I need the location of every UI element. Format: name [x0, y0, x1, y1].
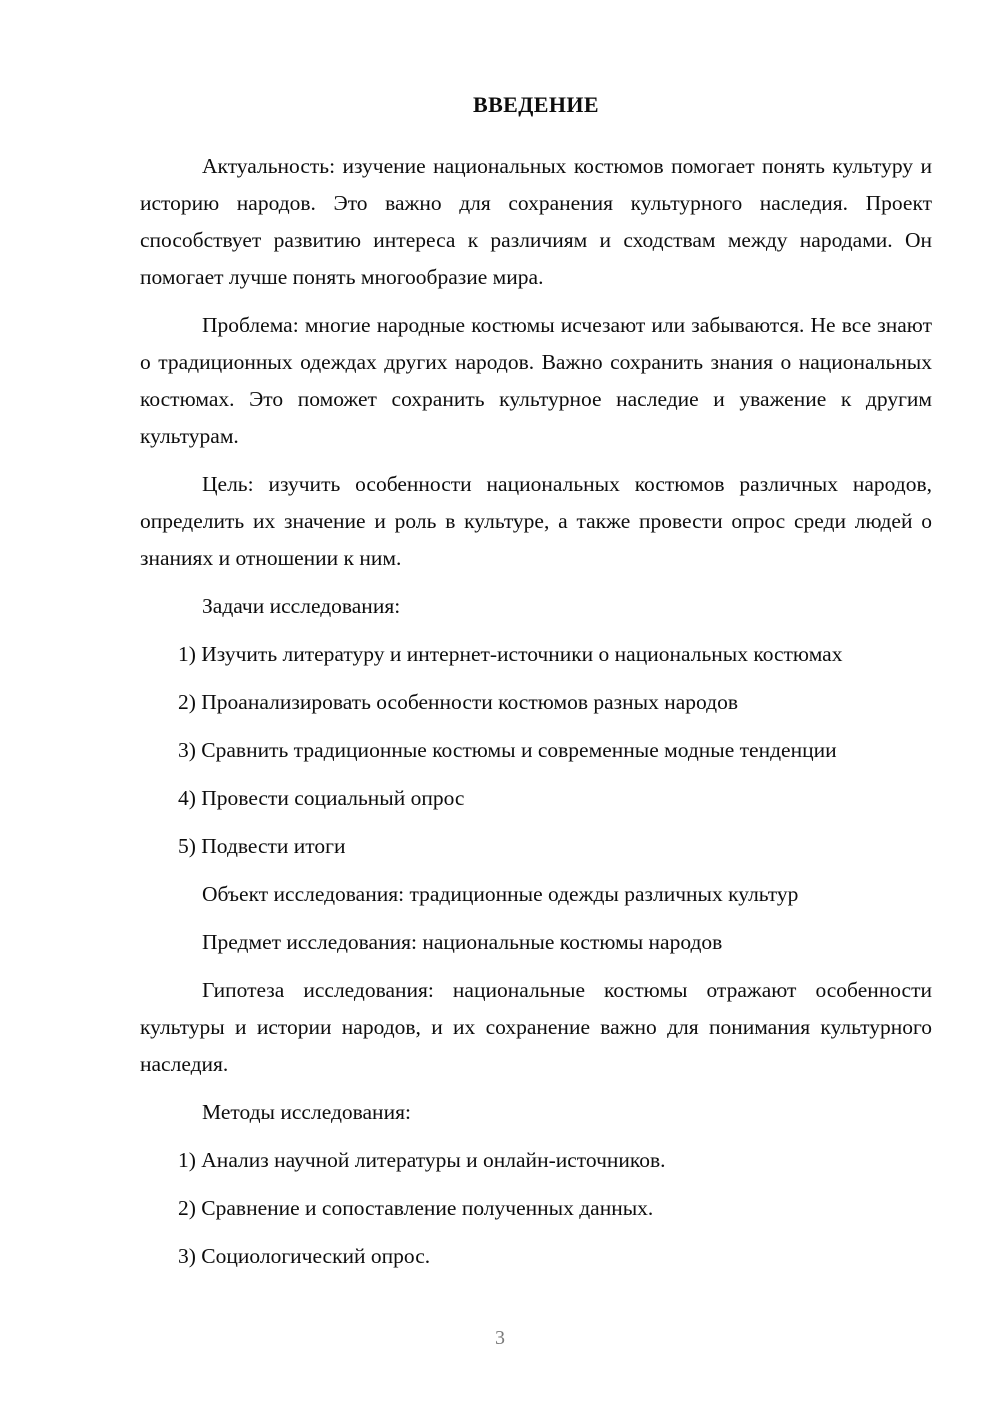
paragraph-hypothesis: Гипотеза исследования: национальные костюмы отражают особенности культуры и истории народов, и их сохранение важно для понимания культурного наследия.: [140, 978, 932, 1077]
methods-heading: Методы исследования:: [202, 1100, 411, 1125]
page-number: 3: [495, 1327, 505, 1349]
paragraph-relevance: Актуальность: изучение национальных костюмов помогает понять культуру и историю народов. Это важно для сохранения культурного наследия. Проект способствует развитию интереса к различиям и сходствам между народами. Он помогает лучше понять многообразие мира.: [140, 154, 932, 290]
method-list-item: 2) Сравнение и сопоставление полученных данных.: [178, 1196, 654, 1221]
tasks-heading: Задачи исследования:: [202, 594, 401, 619]
task-list-item: 2) Проанализировать особенности костюмов разных народов: [178, 690, 739, 715]
task-list-item: 4) Провести социальный опрос: [178, 786, 465, 811]
task-list-item: 5) Подвести итоги: [178, 834, 346, 859]
paragraph-goal: Цель: изучить особенности национальных костюмов различных народов, определить их значение и роль в культуре, а также провести опрос среди людей о знаниях и отношении к ним.: [140, 472, 932, 571]
page-title: ВВЕДЕНИЕ: [473, 92, 599, 117]
paragraph-problem: Проблема: многие народные костюмы исчезают или забываются. Не все знают о традиционных одеждах других народов. Важно сохранить знания о национальных костюмах. Это поможет сохранить культурное наследие и уважение к другим культурам.: [140, 313, 932, 449]
method-list-item: 1) Анализ научной литературы и онлайн-источников.: [178, 1148, 666, 1173]
object-statement: Объект исследования: традиционные одежды различных культур: [202, 882, 799, 907]
document-body: [140, 92, 932, 1286]
task-list-item: 3) Сравнить традиционные костюмы и современные модные тенденции: [178, 738, 837, 763]
subject-statement: Предмет исследования: национальные костюмы народов: [202, 930, 723, 955]
method-list-item: 3) Социологический опрос.: [178, 1244, 431, 1269]
task-list-item: 1) Изучить литературу и интернет-источники о национальных костюмах: [178, 642, 843, 667]
